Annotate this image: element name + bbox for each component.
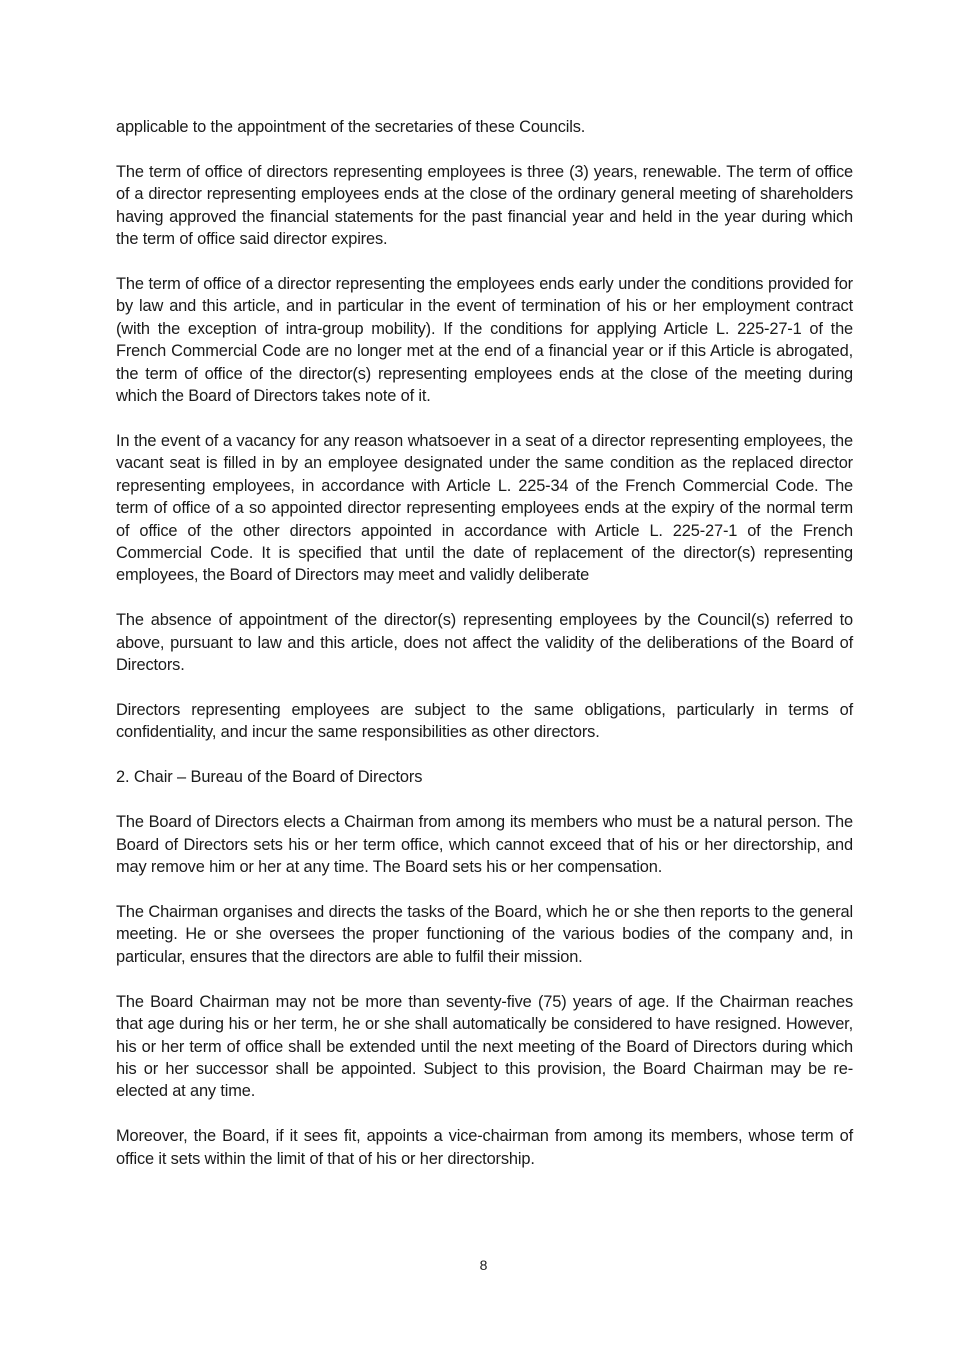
section-heading-chair: 2. Chair – Bureau of the Board of Directors xyxy=(116,768,423,787)
paragraph-vice-chairman: Moreover, the Board, if it sees fit, appoints a vice-chairman from among its members, whose term of office it sets within the limit of that of his or her directorship. xyxy=(116,1127,853,1168)
paragraph-obligations: Directors representing employees are subject to the same obligations, particularly in terms of confidentiality, and incur the same responsibilities as other directors. xyxy=(116,701,853,742)
paragraph-vacancy: In the event of a vacancy for any reason whatsoever in a seat of a director representing employees, the vacant seat is filled in by an employee designated under the same condition as the replaced director representing employees, in accordance with Article L. 225-34 of the French Commercial Code. The term of office of a so appointed director representing employees ends at the expiry of the normal term of office of the other directors appointed in accordance with Article L. 225-27-1 of the French Commercial Code. It is specified that until the date of replacement of the director(s) representing employees, the Board of Directors may meet and validly deliberate xyxy=(116,431,853,585)
paragraph-term-of-office: The term of office of directors representing employees is three (3) years, renewable. The term of office of a director representing employees ends at the close of the ordinary general meeting of shareholders having approved the financial statements for the past financial year and held in the year during which the term of office said director expires. xyxy=(116,162,853,249)
paragraph-chairman-duties: The Chairman organises and directs the tasks of the Board, which he or she then reports to the general meeting. He or she oversees the proper functioning of the various bodies of the company and, in particular, ensures that the directors are able to fulfil their mission. xyxy=(116,902,853,966)
page-number: 8 xyxy=(479,1257,488,1273)
paragraph-early-termination: The term of office of a director representing the employees ends early under the conditions provided for by law and this article, and in particular in the event of termination of his or her employment contract (with the exception of intra-group mobility). If the conditions for applying Article L. 225-27-1 of the French Commercial Code are no longer met at the end of a financial year or if this Article is abrogated, the term of office of the director(s) representing employees ends at the close of the meeting during which the Board of Directors takes note of it. xyxy=(116,275,853,406)
paragraph-chairman-age-limit: The Board Chairman may not be more than seventy-five (75) years of age. If the Chairman reaches that age during his or her term, he or she shall automatically be considered to have resigned. However, his or her term of office shall be extended until the next meeting of the Board of Directors during which his or her successor shall be appointed. Subject to this provision, the Board Chairman may be re-elected at any time. xyxy=(116,992,853,1101)
paragraph-secretaries-appointment: applicable to the appointment of the secretaries of these Councils. xyxy=(116,118,586,136)
paragraph-chairman-election: The Board of Directors elects a Chairman from among its members who must be a natural person. The Board of Directors sets his or her term office, which cannot exceed that of his or her directorship, and may remove him or her at any time. The Board sets his or her compensation. xyxy=(116,813,853,877)
document-body xyxy=(116,116,853,1193)
paragraph-absence-of-appointment: The absence of appointment of the director(s) representing employees by the Council(s) referred to above, pursuant to law and this article, does not affect the validity of the deliberations of the Board of Directors. xyxy=(116,611,853,675)
